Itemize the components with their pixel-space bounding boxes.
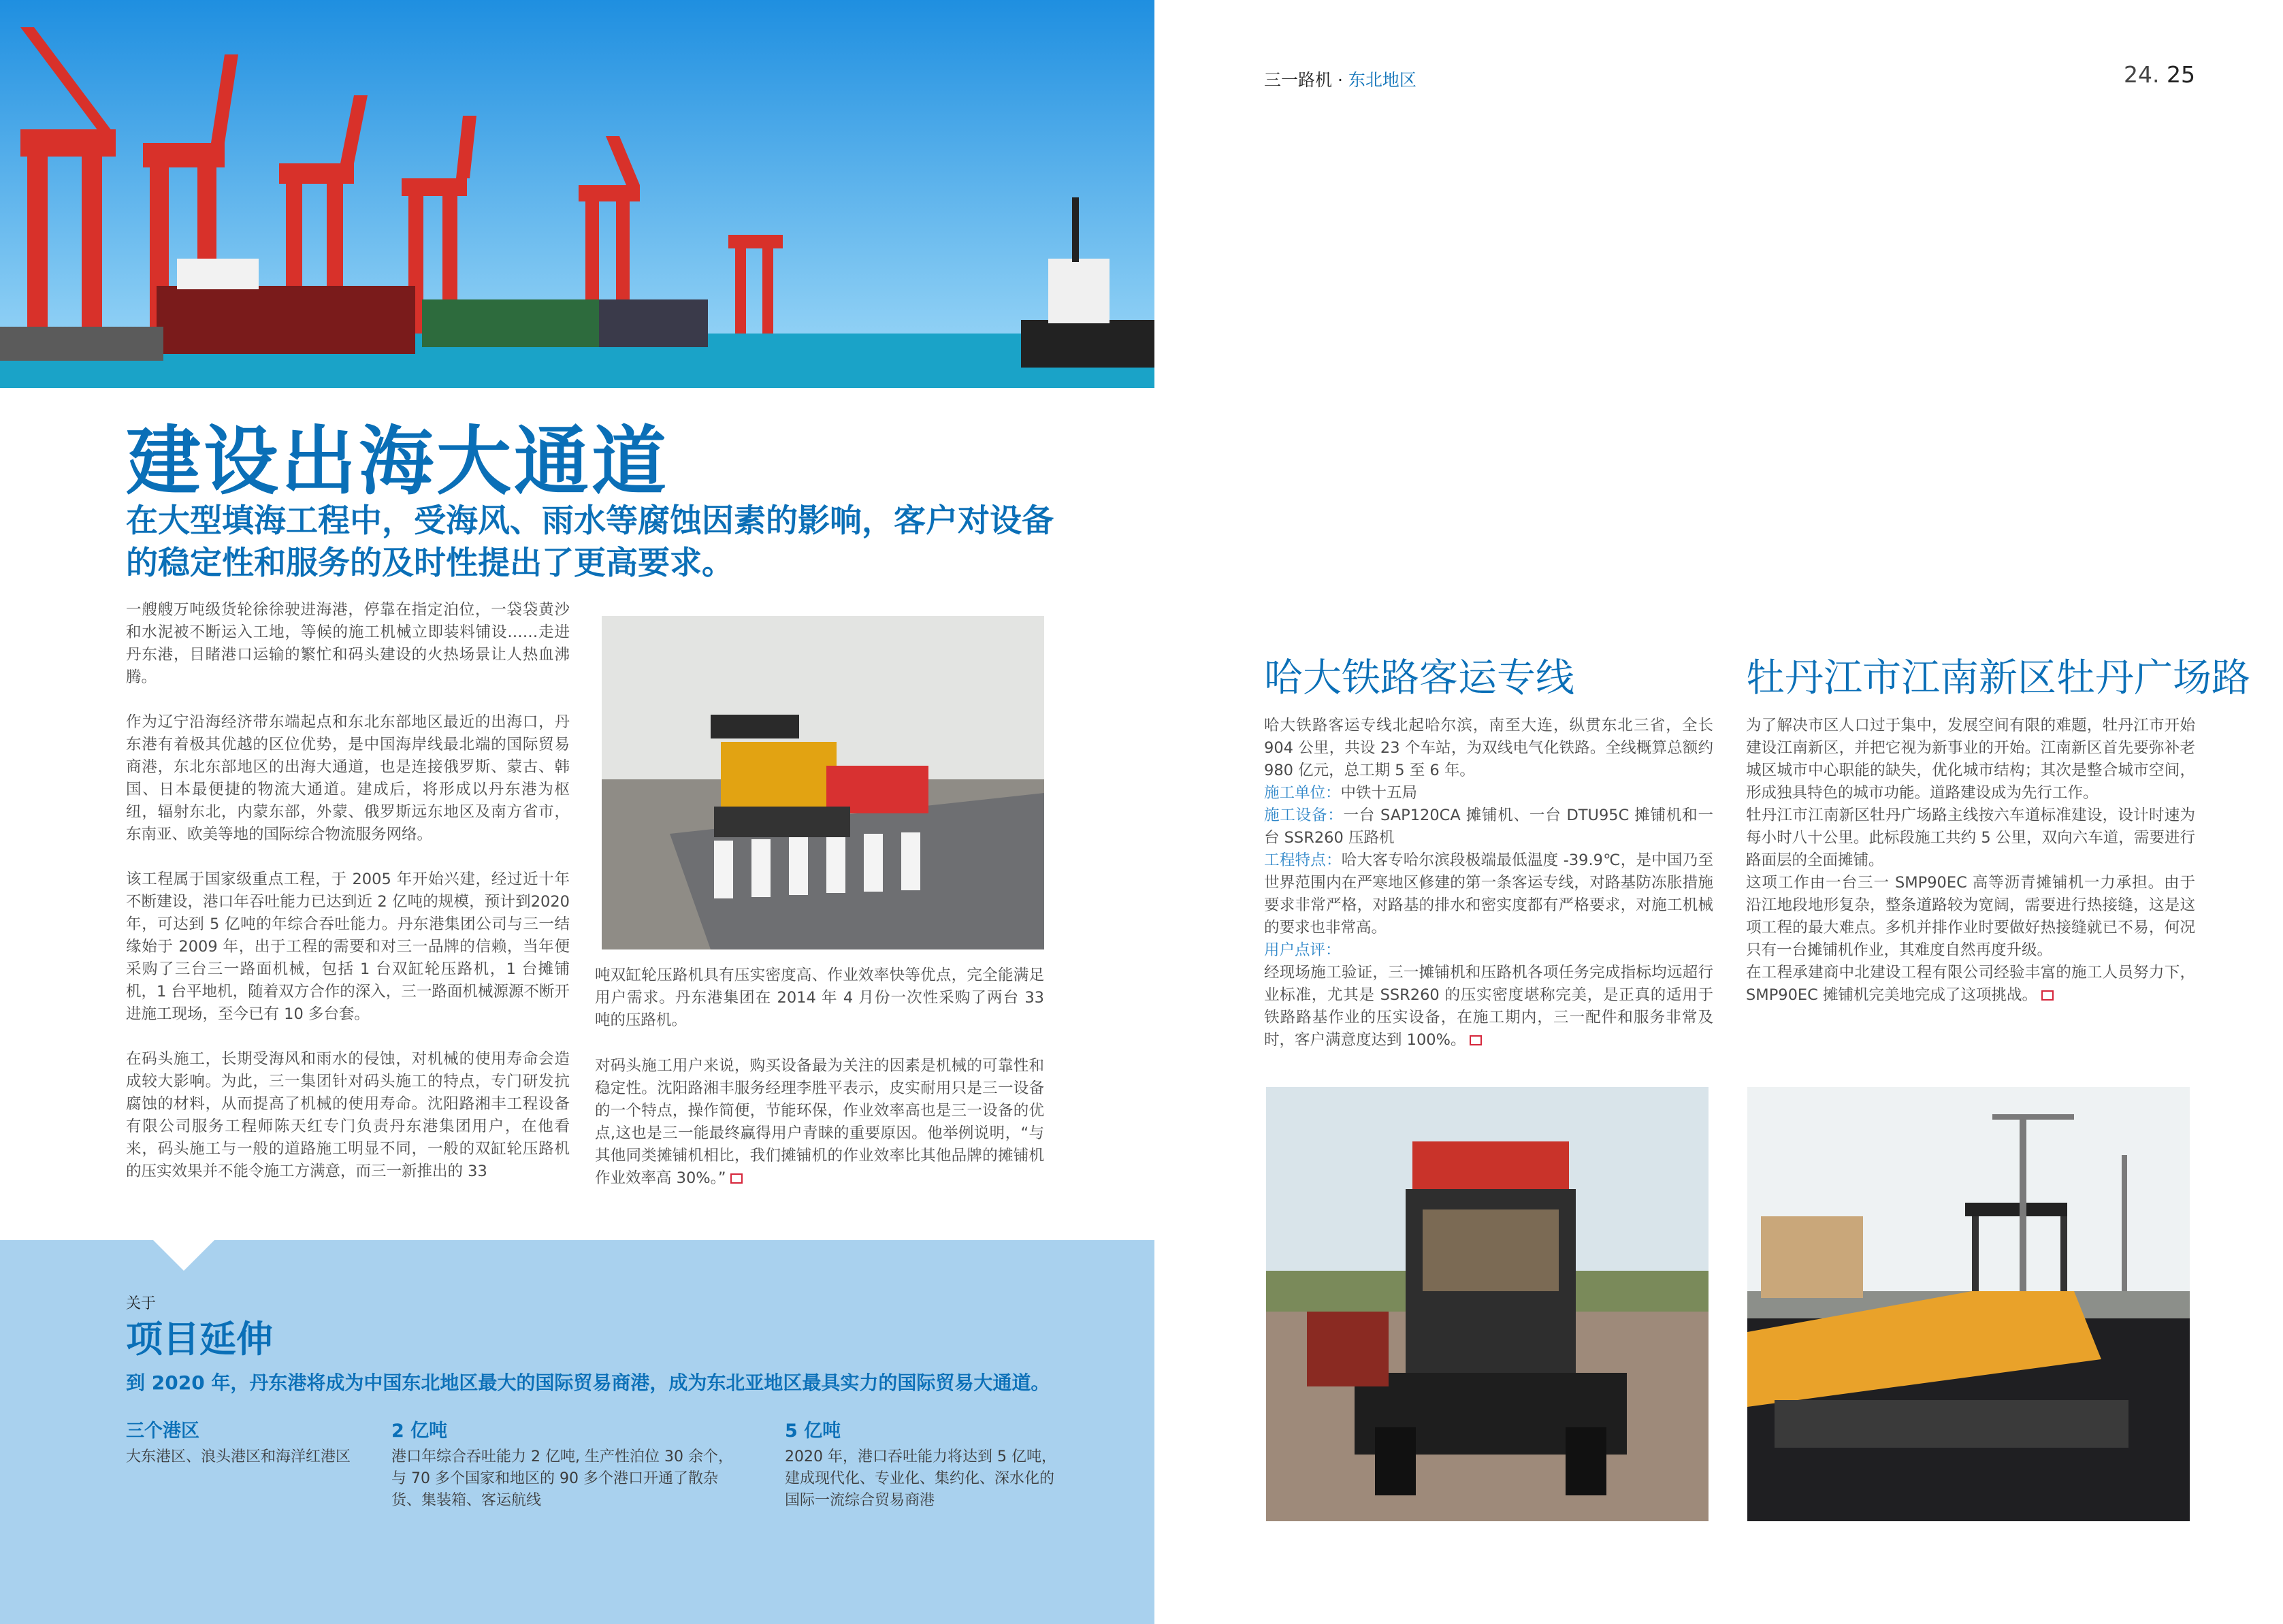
section-body-mudanjiang <box>1746 715 2195 1007</box>
running-head-region: 东北地区 <box>1348 70 1416 90</box>
hero-photo-port-cranes <box>0 0 1154 388</box>
stat-text: 大东港区、浪头港区和海洋红港区 <box>126 1448 351 1465</box>
body-paragraph-text: 在工程承建商中北建设工程有限公司经验丰富的施工人员努力下，SMP90EC 摊铺机完美地完成了这项挑战。 <box>1746 964 2195 1004</box>
fact-label: 施工设备： <box>1264 807 1344 824</box>
fact-label: 施工单位： <box>1264 784 1341 802</box>
extension-title: 项目延伸 <box>126 1318 273 1361</box>
body-column-left <box>126 599 570 1205</box>
stat-block <box>391 1416 745 1512</box>
body-paragraph-text: 对码头施工用户来说，购买设备最为关注的因素是机械的可靠性和稳定性。沈阳路湘丰服务经理李胜平表示，皮实耐用只是三一设备的一个特点，操作简便，节能环保，作业效率高也是三一设备的优点,这也是三一能最终赢得用户青睐的重要原因。他举例说明，“与其他同类摊铺机相比，我们摊铺机的作业效率比其他品牌的摊铺机作业效率高 30%。” <box>595 1057 1044 1187</box>
body-paragraph <box>595 1055 1044 1190</box>
section-title-harbin-dalian: 哈大铁路客运专线 <box>1264 655 1574 700</box>
stat-heading: 三个港区 <box>126 1420 199 1442</box>
review-text <box>1264 962 1713 1052</box>
fact-value: 中铁十五局 <box>1340 784 1418 802</box>
fact-label: 用户点评： <box>1264 941 1341 959</box>
review-body: 经现场施工验证，三一摊铺机和压路机各项任务完成指标均远超行业标准，尤其是 SSR260 的压实密度堪称完美，是正真的适用于铁路路基作业的压实设备，在施工期内，三一配件和服务非常及时，客户满意度达到 100%。 <box>1264 964 1713 1049</box>
end-of-article-icon <box>2041 990 2054 1001</box>
body-paragraph: 作为辽宁沿海经济带东端起点和东北东部地区最近的出海口，丹东港有着极其优越的区位优势，是中国海岸线最北端的国际贸易商港，东北东部地区的出海大通道，也是连接俄罗斯、蒙古、韩国、日本最便捷的物流大通道。建成后，将形成以丹东港为枢纽，辐射东北，内蒙东部，外蒙、俄罗斯远东地区及南方省市，东南亚、欧美等地的国际综合物流服务网络。 <box>126 713 570 843</box>
fact-value: 哈大客专哈尔滨段极端最低温度 -39.9℃，是中国乃至世界范围内在严寒地区修建的第一条客运专线，对路基防冻胀措施要求非常严格，对路基的排水和密实度都有严格要求，对施工机械的要求也非常高。 <box>1264 851 1713 937</box>
page-number-right: 25 <box>2159 61 2195 88</box>
running-head-separator: · <box>1332 70 1348 90</box>
fact-row <box>1264 805 1713 849</box>
photo-roller-on-site <box>602 616 1044 949</box>
article-subtitle: 在大型填海工程中，受海风、雨水等腐蚀因素的影响，客户对设备的稳定性和服务的及时性提出了更高要求。 <box>126 502 1054 582</box>
body-column-mid <box>595 1055 1044 1190</box>
page-numbers <box>2124 61 2195 88</box>
stat-heading: 2 亿吨 <box>391 1420 448 1442</box>
fact-row <box>1264 939 1713 962</box>
article-title: 建设出海大通道 <box>126 418 669 505</box>
body-paragraph <box>1746 962 2195 1007</box>
fact-value: 一台 SAP120CA 摊铺机、一台 DTU95C 摊铺机和一台 SSR260 压路机 <box>1264 807 1713 847</box>
page-number-left: 24. <box>2124 61 2160 88</box>
body-paragraph: 在码头施工，长期受海风和雨水的侵蚀，对机械的使用寿命会造成较大影响。为此，三一集团针对码头施工的特点，专门研发抗腐蚀的材料，从而提高了机械的使用寿命。沈阳路湘丰工程设备有限公司服务工程师陈天红专门负责丹东港集团用户，在他看来，码头施工与一般的道路施工明显不同，一般的双缸轮压路机的压实效果并不能令施工方满意，而三一新推出的 33 <box>126 1050 570 1180</box>
photo-paver-sany-yellow <box>1747 1087 2190 1521</box>
section-intro: 哈大铁路客运专线北起哈尔滨，南至大连，纵贯东北三省，全长 904 公里，共设 23 个车站，为双线电气化铁路。全线概算总额约 980 亿元，总工期 5 至 6 年。 <box>1264 717 1713 779</box>
fact-row <box>1264 782 1713 805</box>
end-of-article-icon <box>1470 1035 1482 1045</box>
stat-block <box>785 1416 1057 1512</box>
stat-text: 港口年综合吞吐能力 2 亿吨, 生产性泊位 30 余个，与 70 多个国家和地区的 90 多个港口开通了散杂货、集装箱、客运航线 <box>391 1448 733 1509</box>
fact-label: 工程特点： <box>1264 851 1342 869</box>
running-head-brand: 三一路机 <box>1264 70 1333 90</box>
body-paragraph: 该工程属于国家级重点工程，于 2005 年开始兴建，经过近十年不断建设，港口年吞吐能力已达到近 2 亿吨的规模，预计到2020 年，可达到 5 亿吨的年综合吞吐能力。丹东港集团公司与三一结缘始于 2009 年，出于工程的需要和对三一品牌的信赖，当年便采购了三台三一路面机械，包括 1 台双缸轮压路机，1 台摊铺机，1 台平地机，随着双方合作的深入，三一路面机械源源不断开进施工现场，至今已有 10 多台套。 <box>126 871 570 1023</box>
body-paragraph: 为了解决市区人口过于集中，发展空间有限的难题，牡丹江市开始建设江南新区，并把它视为新事业的开始。江南新区首先要弥补老城区城市中心职能的缺失，优化城市结构；其次是整合城市空间，形成独具特色的城市功能。道路建设成为先行工作。 <box>1746 717 2195 802</box>
body-paragraph: 一艘艘万吨级货轮徐徐驶进海港，停靠在指定泊位，一袋袋黄沙和水泥被不断运入工地，等候的施工机械立即装料铺设……走进丹东港，目睹港口运输的繁忙和码头建设的火热场景让人热血沸腾。 <box>126 601 570 686</box>
fact-row <box>1264 849 1713 939</box>
stat-text: 2020 年，港口吞吐能力将达到 5 亿吨，建成现代化、专业化、集约化、深水化的国际一流综合贸易商港 <box>785 1448 1056 1509</box>
panel-notch <box>153 1240 214 1271</box>
body-column-mid-top <box>595 964 1044 1054</box>
body-paragraph: 牡丹江市江南新区牡丹广场路主线按六车道标准建设，设计时速为每小时八十公里。此标段施工共约 5 公里，双向六车道，需要进行路面层的全面摊铺。 <box>1746 807 2195 869</box>
section-body-harbin-dalian <box>1264 715 1713 1052</box>
section-title-mudanjiang: 牡丹江市江南新区牡丹广场路 <box>1746 655 2250 700</box>
stat-heading: 5 亿吨 <box>785 1420 841 1442</box>
photo-paver-rear-view <box>1266 1087 1709 1521</box>
body-paragraph: 这项工作由一台三一 SMP90EC 高等沥青摊铺机一力承担。由于沿江地段地形复杂，整条道路较为宽阔，需要进行热接缝，这是这项工程的最大难点。多机并排作业时要做好热接缝就已不易，何况只有一台摊铺机作业，其难度自然再度升级。 <box>1746 874 2195 959</box>
extension-lead: 到 2020 年，丹东港将成为中国东北地区最大的国际贸易商港，成为东北亚地区最具实力的国际贸易大通道。 <box>126 1371 1050 1394</box>
running-head <box>1264 67 1416 91</box>
body-paragraph: 吨双缸轮压路机具有压实密度高、作业效率快等优点，完全能满足用户需求。丹东港集团在 2014 年 4 月份一次性采购了两台 33 吨的压路机。 <box>595 967 1044 1029</box>
end-of-article-icon <box>730 1173 743 1184</box>
extension-kicker: 关于 <box>126 1295 157 1312</box>
stat-block <box>126 1416 357 1468</box>
